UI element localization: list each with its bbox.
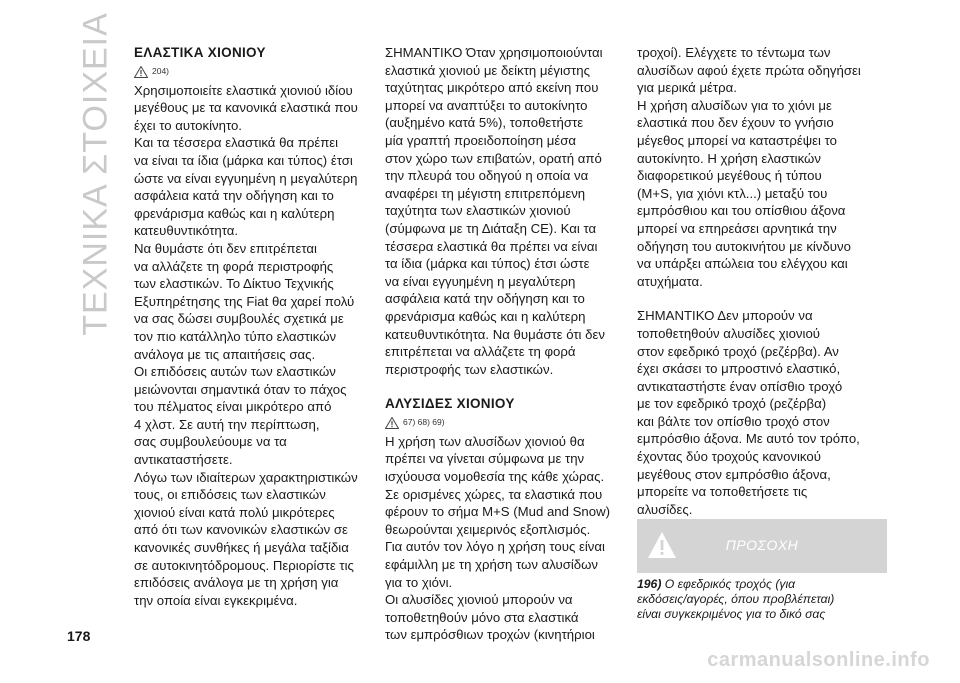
warning-note-text: Ο εφεδρικός τροχός (για εκδόσεις/αγορές, όπου προβλέπεται) είναι συγκεκριμένος για το δικό σας (637, 577, 835, 621)
warning-box (637, 519, 887, 573)
warning-note-number: 196) (637, 577, 662, 591)
paragraph: ΣΗΜΑΝΤΙΚΟ Δεν μπορούν να τοποθετηθούν αλυσίδες χιονιού στον εφεδρικό τροχό (ρεζέρβα). Αν έχει σκάσει το μπροστινό ελαστικό, αντικαταστήστε έναν οπίσθιο τροχό με τον εφεδρικό τροχό (ρεζέρβα) και βάλτε τον οπίσθιο τροχό στον εμπρόσθιο άξονα. Με αυτό τον τρόπο, έχοντας δύο τροχούς κανονικού μεγέθους στον εμπρόσθιο άξονα, μπορείτε να τοποθετήσετε τις αλυσίδες. (637, 308, 860, 517)
column-3 (637, 44, 887, 518)
paragraph: Λόγω των ιδιαίτερων χαρακτηριστικών τους, οι επιδόσεις των ελαστικών χιονιού είναι κατά πολύ μικρότερες από ότι των κανονικών ελαστικών σε κανονικές συνθήκες ή μεγάλα ταξίδια σε αυτοκινητόδρομους. Περιορίστε τις επιδόσεις ανάλογα με τη χρήση για την οποία είναι εγκεκριμένα. (134, 469, 358, 608)
paragraph: Οι επιδόσεις αυτών των ελαστικών μειώνονται σημαντικά όταν το πάχος του πέλματος είναι μικρότερο από 4 χλστ. Σε αυτή την περίπτωση, σας συμβουλεύουμε να τα αντικαταστήσετε. (134, 364, 347, 468)
paragraph: τροχοί). Ελέγχετε το τέντωμα των αλυσίδων αφού έχετε πρώτα οδηγήσει για μερικά μέτρα. (637, 45, 861, 96)
warning-note (637, 577, 887, 622)
column-1 (134, 44, 384, 609)
warning-title: ΠΡΟΣΟΧΗ (725, 537, 799, 553)
column-2 (385, 44, 635, 644)
snow-chains-heading: ΑΛΥΣΙΔΕΣ ΧΙΟΝΙΟΥ (385, 396, 515, 412)
spacer (385, 378, 635, 395)
warning-triangle-icon (134, 66, 148, 78)
snow-chains-refs (385, 415, 635, 431)
snow-tyres-ref-numbers: 204) (152, 65, 170, 76)
watermark: carmanualsonline.info (707, 649, 930, 671)
snow-chains-ref-numbers: 67) 68) 69) (403, 417, 445, 428)
section-side-title-text: ΤΕΧΝΙΚΑ ΣΤΟΙΧΕΙΑ (76, 12, 115, 336)
section-side-title (76, 12, 116, 336)
page-number: 178 (67, 628, 91, 644)
snow-tyres-refs (134, 64, 384, 80)
paragraph: Χρησιμοποιείτε ελαστικά χιονιού ιδίου μεγέθους με τα κανονικά ελαστικά που έχει το αυτοκίνητο. (134, 82, 358, 133)
paragraph: Οι αλυσίδες χιονιού μπορούν να τοποθετηθούν μόνο στα ελαστικά των εμπρόσθιων τροχών (κινητήριοι (385, 592, 595, 643)
paragraph: Η χρήση των αλυσίδων χιονιού θα πρέπει να γίνεται σύμφωνα με την ισχύουσα νομοθεσία της κάθε χώρας. Σε ορισμένες χώρες, τα ελαστικά που φέρουν το σήμα M+S (Mud and Snow) θεωρούνται χειμερινός εξοπλισμός. Για αυτόν τον λόγο η χρήση τους είναι εφάμιλλη με τη χρήση των αλυσίδων για το χιόνι. (385, 433, 611, 590)
paragraph: Να θυμάστε ότι δεν επιτρέπεται να αλλάζετε τη φορά περιστροφής των ελαστικών. Το Δίκτυο Τεχνικής Εξυπηρέτησης της Fiat θα χαρεί πολύ να σας δώσει συμβουλές σχετικά με τον πιο κατάλληλο τύπο ελαστικών ανάλογα με τις απαιτήσεις σας. (134, 240, 355, 362)
paragraph: Η χρήση αλυσίδων για το χιόνι με ελαστικά που δεν έχουν το γνήσιο μέγεθος μπορεί να καταστρέψει το αυτοκίνητο. Η χρήση ελαστικών διαφορετικού μεγέθους ή τύπου (M+S, για χιόνι κτλ...) μεταξύ του εμπρόσθιου και του οπίσθιου άξονα μπορεί να επηρεάσει αρνητικά την οδήγηση του αυτοκινήτου με κίνδυνο να υπάρξει απώλεια του ελέγχου και ατυχήματα. (637, 97, 851, 289)
warning-triangle-icon (385, 417, 399, 429)
paragraph: ΣΗΜΑΝΤΙΚΟ Όταν χρησιμοποιούνται ελαστικά χιονιού με δείκτη μέγιστης ταχύτητας μικρότερο από εκείνη που μπορεί να αναπτύξει το αυτοκίνητο (αυξημένο κατά 5%), τοποθετήστε μία γραπτή προειδοποίηση μέσα στον χώρο των επιβατών, ορατή από την πλευρά του οδηγού η οποία να αναφέρει τη μέγιστη επιτρεπόμενη ταχύτητα των ελαστικών χιονιού (σύμφωνα με τη Διάταξη CE). Και τα τέσσερα ελαστικά θα πρέπει να είναι τα ίδια (μάρκα και τύπος) έτσι ώστε να είναι εγγυημένη η μεγαλύτερη ασφάλεια κατά την οδήγηση και το φρενάρισμα καθώς και η καλύτερη κατευθυντικότητα. Να θυμάστε ότι δεν επιτρέπεται να αλλάζετε τη φορά περιστροφής των ελαστικών. (385, 45, 605, 377)
paragraph: Και τα τέσσερα ελαστικά θα πρέπει να είναι τα ίδια (μάρκα και τύπος) έτσι ώστε να είναι εγγυημένη η μεγαλύτερη ασφάλεια κατά την οδήγηση και το φρενάρισμα καθώς και η καλύτερη κατευθυντικότητα. (134, 135, 358, 239)
snow-tyres-heading: ΕΛΑΣΤΙΚΑ ΧΙΟΝΙΟΥ (134, 45, 266, 60)
spacer (637, 290, 887, 307)
